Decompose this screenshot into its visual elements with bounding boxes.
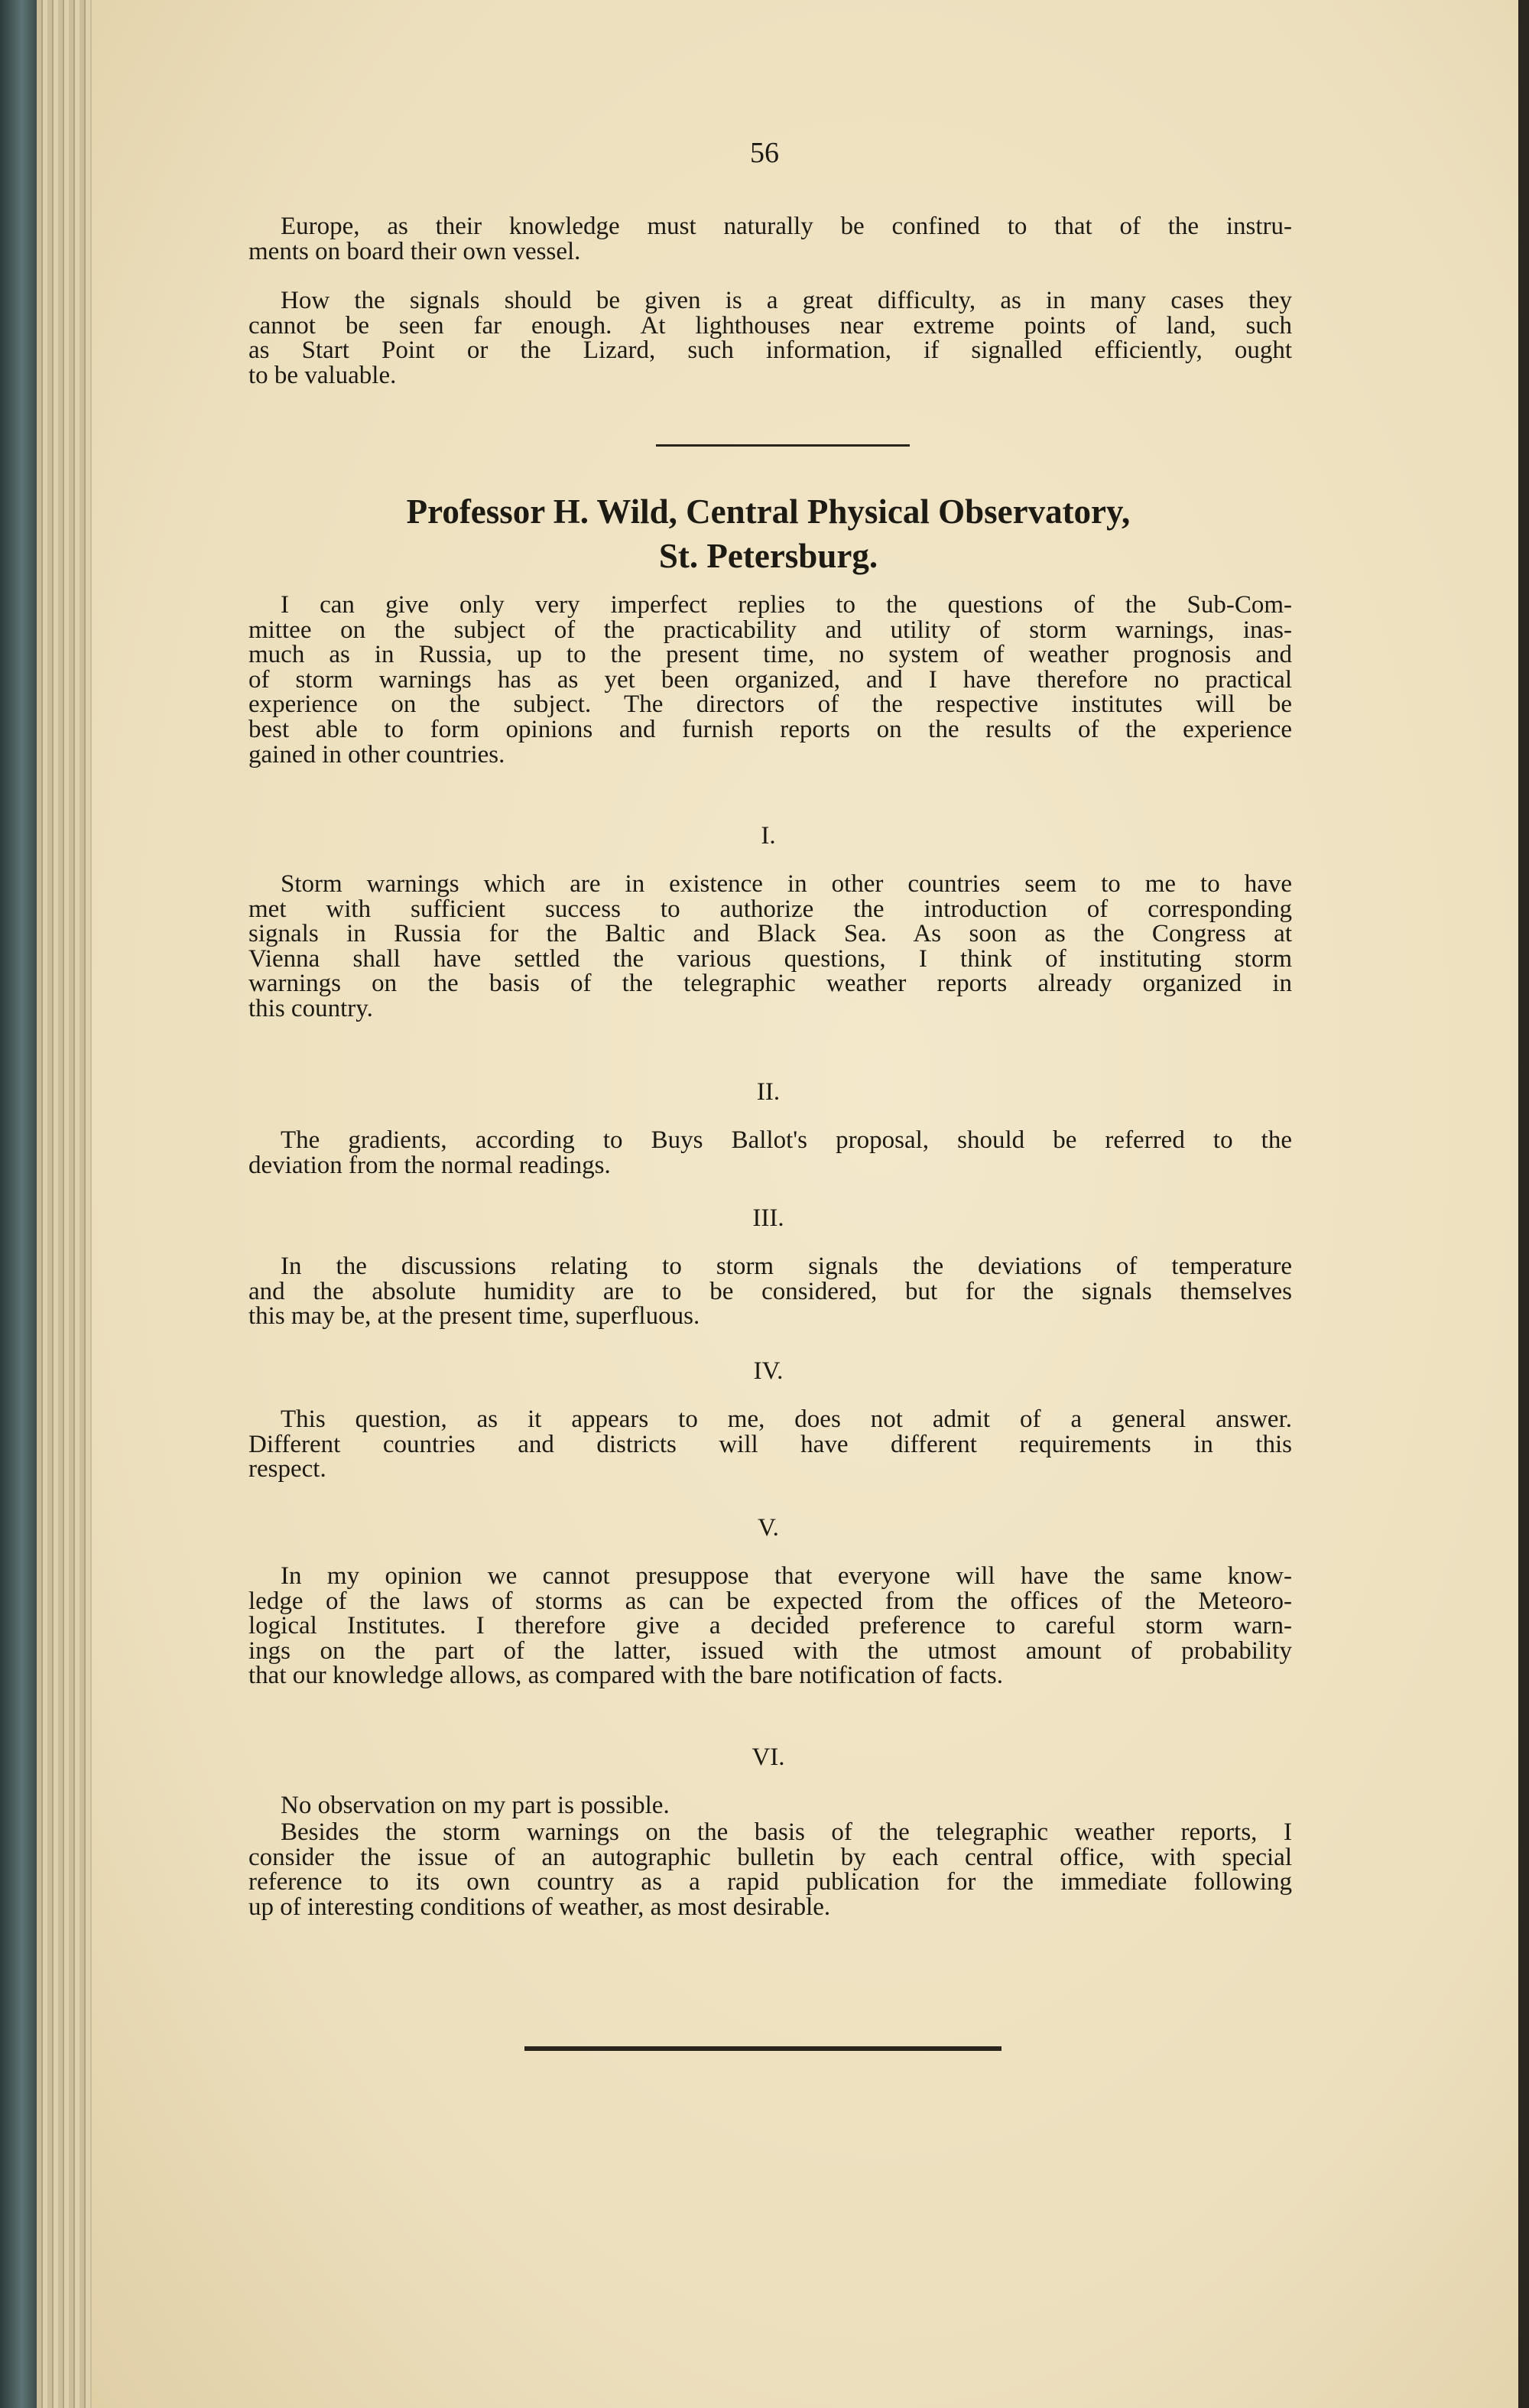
paragraph [248, 1128, 1292, 1178]
paragraph [248, 1564, 1292, 1688]
text-line: this country. [248, 994, 373, 1022]
paragraph [248, 214, 1292, 264]
text-line: The gradients, according to Buys Ballot's proposal, should be referred to the [281, 1126, 1292, 1154]
text-line: signals in Russia for the Baltic and Black Sea. As soon as the Congress at [248, 920, 1292, 948]
text-line: experience on the subject. The directors of the respective institutes will be [248, 691, 1292, 719]
text-line: This question, as it appears to me, does not admit of a general answer. [281, 1405, 1292, 1433]
section-numeral: I. [761, 822, 776, 850]
text-line: Europe, as their knowledge must naturally be confined to that of the instru- [281, 213, 1292, 240]
text-line: reference to its own country as a rapid publication for the immediate following [248, 1868, 1292, 1896]
section-numeral: III. [752, 1204, 784, 1232]
section-numeral: IV. [753, 1357, 784, 1385]
text-line: Besides the storm warnings on the basis of the telegraphic weather reports, I [281, 1818, 1292, 1846]
text-line: deviation from the normal readings. [248, 1151, 611, 1179]
text-line: consider the issue of an autographic bulletin by each central office, with special [248, 1843, 1292, 1871]
text-line: gained in other countries. [248, 740, 505, 769]
text-line: and the absolute humidity are to be considered, but for the signals themselves [248, 1277, 1292, 1305]
text-line: best able to form opinions and furnish reports on the results of the experience [248, 715, 1292, 743]
section-heading [0, 489, 1529, 578]
text-line: Different countries and districts will have different requirements in this [248, 1430, 1292, 1458]
section-numeral: VI. [752, 1743, 785, 1771]
text-line: In the discussions relating to storm signals the deviations of temperature [281, 1253, 1292, 1280]
text-line: respect. [248, 1455, 326, 1483]
paragraph [248, 1254, 1292, 1329]
paragraph [248, 1407, 1292, 1482]
text-line: mittee on the subject of the practicability and utility of storm warnings, inas- [248, 616, 1292, 644]
section-divider [656, 444, 910, 447]
text-line: ings on the part of the latter, issued with the utmost amount of probability [248, 1636, 1292, 1665]
text-line: as Start Point or the Lizard, such information, if signalled efficiently, ought [248, 336, 1292, 365]
text-line: met with sufficient success to authorize the introduction of corresponding [248, 895, 1292, 923]
page-number: 56 [750, 137, 779, 169]
text-line: much as in Russia, up to the present time, no system of weather prognosis and [248, 641, 1292, 669]
end-rule [524, 2046, 1001, 2051]
heading-line-2: St. Petersburg. [658, 537, 878, 575]
paragraph [248, 288, 1292, 388]
text-line: How the signals should be given is a great difficulty, as in many cases they [281, 287, 1292, 314]
section-numeral: V. [758, 1514, 779, 1542]
text-line: this may be, at the present time, superfluous. [248, 1302, 700, 1331]
text-line: warnings on the basis of the telegraphic weather reports already organized in [248, 970, 1292, 998]
text-line: logical Institutes. I therefore give a decided preference to careful storm warn- [248, 1612, 1292, 1640]
text-line: to be valuable. [248, 361, 397, 389]
text-line: of storm warnings has as yet been organized, and I have therefore no practical [248, 665, 1292, 694]
text-line: No observation on my part is possible. [281, 1792, 670, 1819]
text-line: ments on board their own vessel. [248, 237, 581, 265]
section-numeral: II. [756, 1078, 781, 1106]
paragraph [248, 1793, 1292, 1818]
heading-line-1: Professor H. Wild, Central Physical Observatory, [406, 492, 1131, 531]
text-line: cannot be seen far enough. At lighthouses near extreme points of land, such [248, 311, 1292, 340]
text-line: In my opinion we cannot presuppose that everyone will have the same know- [281, 1562, 1292, 1590]
text-line: ledge of the laws of storms as can be expected from the offices of the Meteoro- [248, 1587, 1292, 1615]
text-line: that our knowledge allows, as compared with the bare notification of facts. [248, 1662, 1003, 1690]
text-line: I can give only very imperfect replies to the questions of the Sub-Com- [281, 591, 1292, 619]
paragraph [248, 1820, 1292, 1919]
paragraph [248, 872, 1292, 1022]
text-line: Vienna shall have settled the various questions, I think of instituting storm [248, 944, 1292, 973]
text-line: Storm warnings which are in existence in other countries seem to me to have [281, 870, 1292, 898]
text-line: up of interesting conditions of weather, as most desirable. [248, 1893, 831, 1921]
paragraph [248, 593, 1292, 767]
